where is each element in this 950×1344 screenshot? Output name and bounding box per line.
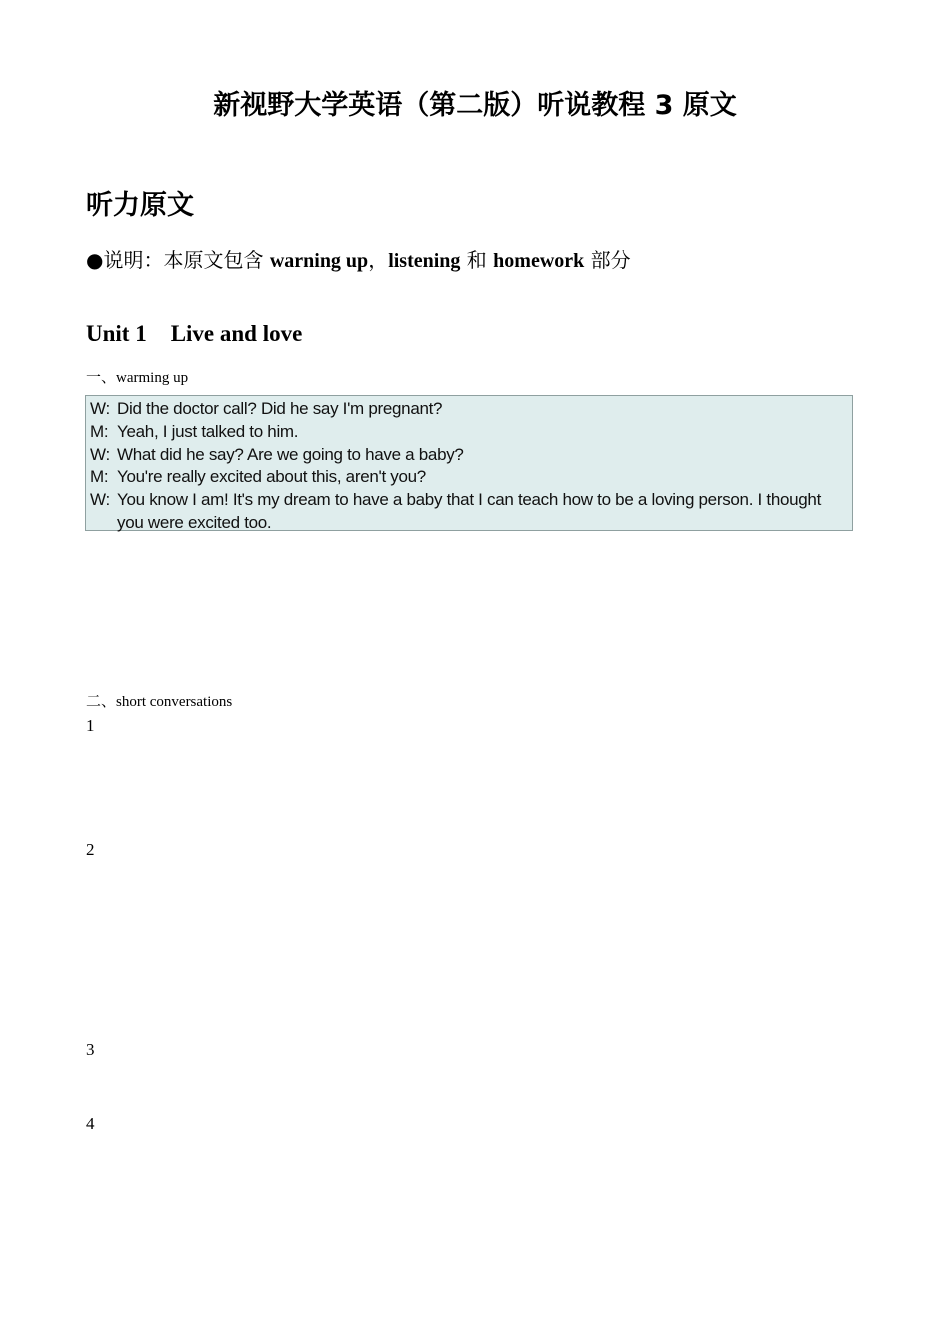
transcript-line — [90, 398, 848, 421]
conversation-number: 2 — [86, 840, 95, 859]
speaker-label: W: — [90, 444, 110, 464]
conversation-number: 1 — [86, 716, 95, 735]
note-term-warning-up: warning up — [269, 250, 369, 272]
section-heading: 听力原文 — [86, 190, 194, 221]
note-separator: ， — [368, 248, 389, 272]
transcript-text: What did he say? Are we going to have a baby? — [117, 444, 464, 464]
note-suffix: 部分 — [584, 248, 631, 272]
warming-up-label: 一、warming up — [86, 370, 189, 386]
transcript-line — [90, 466, 848, 489]
transcript-text: Yeah, I just talked to him. — [117, 421, 299, 441]
note-separator: 和 — [460, 248, 494, 272]
transcript-line — [90, 489, 848, 535]
transcript-line — [90, 421, 848, 444]
conversation-number: 3 — [86, 1040, 95, 1059]
bullet-icon: ● — [86, 248, 104, 272]
speaker-label: W: — [90, 490, 110, 510]
speaker-label: M: — [90, 421, 109, 441]
note-term-listening: listening — [388, 250, 461, 272]
speaker-label: M: — [90, 467, 109, 487]
note-term-homework: homework — [493, 250, 585, 272]
warming-up-transcript — [85, 395, 853, 531]
unit-name: Live and love — [170, 321, 303, 346]
note-prefix: 说明：本原文包含 — [103, 248, 270, 272]
conversation-number: 4 — [86, 1114, 95, 1133]
transcript-text: You're really excited about this, aren't you? — [117, 467, 426, 487]
transcript-text: You know I am! It's my dream to have a baby that I can teach how to be a loving person. I thought you were excited too. — [117, 490, 822, 532]
document-title: 新视野大学英语（第二版）听说教程 3 原文 — [213, 90, 737, 121]
note-paragraph — [86, 245, 631, 276]
unit-heading — [86, 318, 302, 350]
unit-number: Unit 1 — [86, 321, 147, 346]
transcript-text: Did the doctor call? Did he say I'm pregnant? — [117, 399, 443, 418]
speaker-label: W: — [90, 399, 110, 418]
transcript-line — [90, 444, 848, 467]
short-conversations-label: 二、short conversations — [86, 694, 233, 710]
